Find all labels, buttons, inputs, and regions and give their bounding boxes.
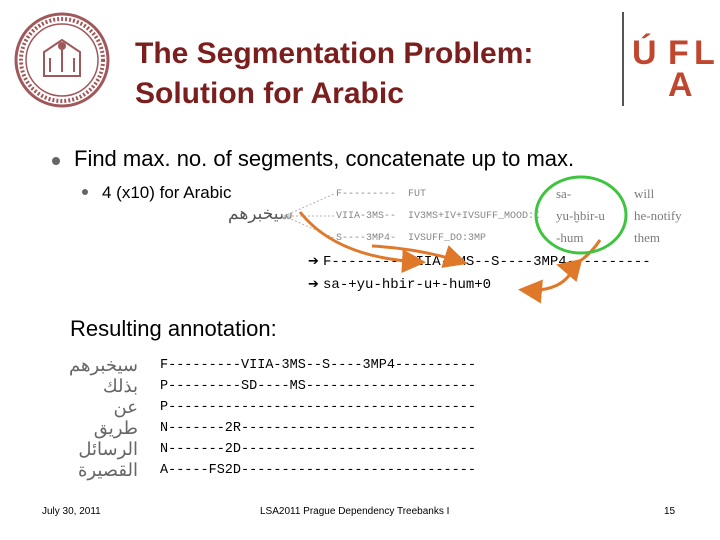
lattice-tag-2: VIIA-3MS-- <box>336 211 397 222</box>
svg-text:F: F <box>668 34 689 72</box>
example-tag-text: F---------VIIA-3MS--S----3MP4---------- <box>323 254 651 270</box>
right-arrow-icon: ➔ <box>308 277 324 292</box>
lattice-morph-2: IV3MS+IV+IVSUFF_MOOD:I <box>408 211 541 222</box>
right-arrow-icon: ➔ <box>308 254 324 269</box>
result-arabic-1: سيخبرهم <box>69 355 138 376</box>
result-arabic-3: عن <box>113 397 138 418</box>
svg-text:Ú: Ú <box>632 34 657 72</box>
lattice-morph-1: FUT <box>408 189 427 200</box>
result-tag-6: A-----FS2D----------------------------- <box>160 463 476 478</box>
result-arabic-4: طريق <box>93 418 138 439</box>
lattice-gloss-1: will <box>634 186 655 201</box>
result-tag-4: N-------2R----------------------------- <box>160 421 476 436</box>
orange-arrow-1 <box>300 212 420 262</box>
result-arabic-5: الرسائل <box>78 439 138 460</box>
lattice-gloss-3: them <box>634 230 660 245</box>
footer-title: LSA2011 Prague Dependency Treebanks I <box>260 506 450 517</box>
lattice-gloss-2: he-notify <box>634 208 682 223</box>
result-tag-1: F---------VIIA-3MS--S----3MP4---------- <box>160 358 476 373</box>
result-label: Resulting annotation: <box>70 316 277 341</box>
svg-text:A: A <box>668 66 693 100</box>
result-tag-2: P---------SD----MS--------------------- <box>160 379 476 394</box>
result-arabic-6: القصيرة <box>78 460 138 481</box>
lattice-form-3: -hum <box>556 230 584 245</box>
page-number: 15 <box>664 506 676 517</box>
slide-title: The Segmentation Problem: Solution for Arabic <box>135 37 534 110</box>
svg-text:L: L <box>694 34 715 72</box>
lattice-arabic-word: سيخبرهم <box>228 204 294 224</box>
result-tag-5: N-------2D----------------------------- <box>160 442 476 457</box>
result-arabic-2: بذلك <box>102 376 138 397</box>
lattice-tag-3: S----3MP4- <box>336 233 397 244</box>
green-highlight-circle <box>536 177 626 253</box>
lattice-form-1: sa- <box>556 186 572 201</box>
bullet-text-sub: 4 (x10) for Arabic <box>102 183 232 202</box>
lattice-form-2: yu-ḫbir-u <box>556 208 605 223</box>
bullet-text-main: Find max. no. of segments, concatenate up to max. <box>74 146 575 171</box>
lattice-morph-3: IVSUFF_DO:3MP <box>408 233 487 244</box>
result-tag-3: P-------------------------------------- <box>160 400 476 415</box>
footer-date: July 30, 2011 <box>42 506 101 517</box>
example-form-text: sa-+yu-hbir-u+-hum+0 <box>323 277 492 293</box>
lattice-tag-1: F--------- <box>336 189 397 200</box>
